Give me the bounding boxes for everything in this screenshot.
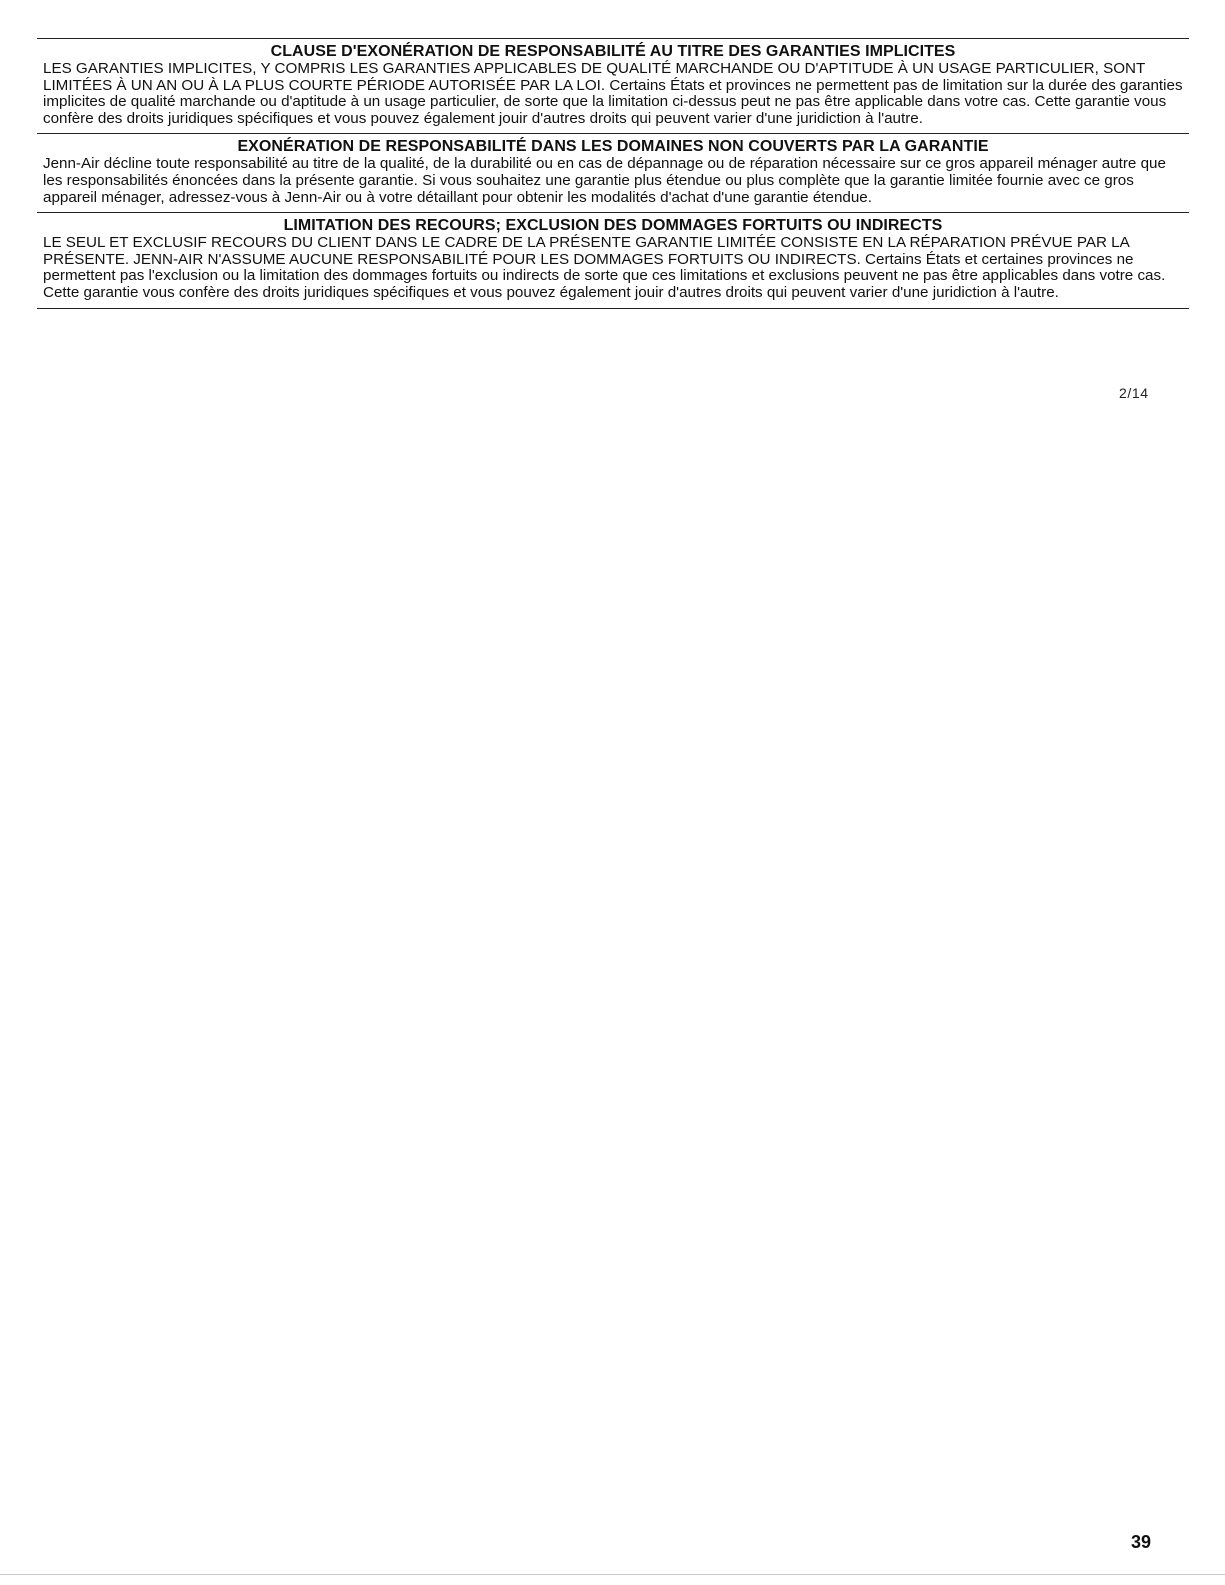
section-body: Jenn-Air décline toute responsabilité au titre de la qualité, de la durabilité ou en cas de dépannage ou de réparation nécessaire sur ce gros appareil ménager autre que les responsabilités énoncées dans la présente garantie. Si vous souhaitez une garantie plus étendue ou plus complète que la garantie limitée fournie avec ce gros appareil ménager, adressez-vous à Jenn-Air ou à votre détaillant pour obtenir les modalités d'achat d'une garantie étendue. xyxy=(43,155,1166,206)
section-body: LES GARANTIES IMPLICITES, Y COMPRIS LES GARANTIES APPLICABLES DE QUALITÉ MARCHANDE OU D'APTITUDE À UN USAGE PARTICULIER, SONT LIMITÉES À UN AN OU À LA PLUS COURTE PÉRIODE AUTORISÉE PAR LA LOI. Certains États et provinces ne permettent pas de limitation sur la durée des garanties implicites de qualité marchande ou d'aptitude à un usage particulier, de sorte que la limitation ci-dessus peut ne pas être applicable dans votre cas. Cette garantie vous confère des droits juridiques spécifiques et vous pouvez également jouir d'autres droits qui peuvent varier d'une juridiction à l'autre. xyxy=(43,60,1183,127)
section-heading: EXONÉRATION DE RESPONSABILITÉ DANS LES DOMAINES NON COUVERTS PAR LA GARANTIE xyxy=(237,138,989,156)
warranty-document xyxy=(37,38,1189,309)
revision-date: 2/14 xyxy=(1119,385,1149,401)
section-heading: CLAUSE D'EXONÉRATION DE RESPONSABILITÉ AU TITRE DES GARANTIES IMPLICITES xyxy=(270,43,956,60)
implied-warranties-section xyxy=(37,39,1189,133)
section-heading: LIMITATION DES RECOURS; EXCLUSION DES DOMMAGES FORTUITS OU INDIRECTS xyxy=(283,217,943,235)
page-number: 39 xyxy=(1131,1532,1152,1552)
not-covered-section xyxy=(37,134,1189,212)
page-bottom-edge xyxy=(0,1574,1225,1575)
section-body: LE SEUL ET EXCLUSIF RECOURS DU CLIENT DANS LE CADRE DE LA PRÉSENTE GARANTIE LIMITÉE CONSISTE EN LA RÉPARATION PRÉVUE PAR LA PRÉSENTE. JENN-AIR N'ASSUME AUCUNE RESPONSABILITÉ POUR LES DOMMAGES FORTUITS OU INDIRECTS. Certains États et certaines provinces ne permettent pas l'exclusion ou la limitation des dommages fortuits ou indirects de sorte que ces limitations et exclusions peuvent ne pas être applicables dans votre cas. Cette garantie vous confère des droits juridiques spécifiques et vous pouvez également jouir d'autres droits qui peuvent varier d'une juridiction à l'autre. xyxy=(43,234,1166,301)
bottom-divider xyxy=(37,308,1189,309)
limitation-of-remedies-section xyxy=(37,213,1189,307)
